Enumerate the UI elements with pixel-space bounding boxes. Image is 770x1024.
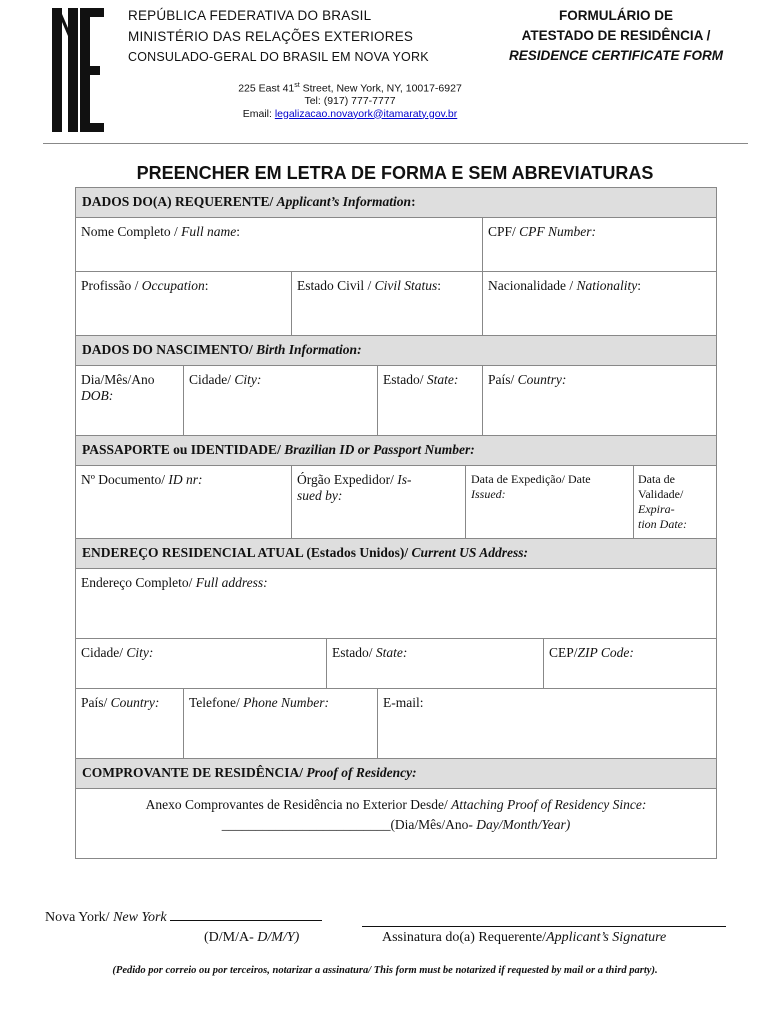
email-line: Email: legalizacao.novayork@itamaraty.gov.br	[242, 107, 458, 120]
header-divider	[43, 143, 748, 144]
nationality-field[interactable]: Nacionalidade / Nationality:	[483, 272, 717, 336]
date-label: (D/M/A- D/M/Y)	[204, 930, 300, 945]
residence-form	[75, 187, 717, 859]
form-title-line3: RESIDENCE CERTIFICATE FORM	[508, 48, 723, 63]
issue-date-field[interactable]: Data de Expedição/ Date Issued:	[466, 466, 634, 539]
phone-number: Tel: (917) 777-7777	[304, 95, 396, 107]
street-address: 225 East 41st Street, New York, NY, 10017-6927	[238, 82, 462, 95]
notarization-note: (Pedido por correio ou por terceiros, notarizar a assinatura/ This form must be notarized if requested by mail or a third party).	[112, 965, 658, 976]
occupation-field[interactable]: Profissão / Occupation:	[76, 272, 292, 336]
email-link[interactable]: legalizacao.novayork@itamaraty.gov.br	[274, 107, 458, 120]
signature-label: Assinatura do(a) Requerente/Applicant’s Signature	[382, 930, 667, 945]
consulate-name: CONSULADO-GERAL DO BRASIL EM NOVA YORK	[128, 50, 429, 64]
consulate-logo	[50, 8, 106, 132]
republic-name: REPÚBLICA FEDERATIVA DO BRASIL	[128, 8, 372, 23]
section-passport: PASSAPORTE ou IDENTIDADE/ Brazilian ID or Passport Number:	[76, 436, 717, 466]
cpf-field[interactable]: CPF/ CPF Number:	[483, 218, 717, 272]
signature-line[interactable]	[362, 910, 726, 932]
dob-field[interactable]: Dia/Mês/Ano DOB:	[76, 366, 184, 436]
address-state-field[interactable]: Estado/ State:	[327, 639, 544, 689]
full-address-field[interactable]: Endereço Completo/ Full address:	[76, 569, 717, 639]
consulate-address	[150, 80, 550, 120]
form-title-line2: ATESTADO DE RESIDÊNCIA /	[521, 28, 711, 43]
section-birth: DADOS DO NASCIMENTO/ Birth Information:	[76, 336, 717, 366]
expiry-date-field[interactable]: Data de Validade/ Expira- tion Date:	[634, 466, 717, 539]
address-city-field[interactable]: Cidade/ City:	[76, 639, 327, 689]
phone-field[interactable]: Telefone/ Phone Number:	[184, 689, 378, 759]
proof-line1: Anexo Comprovantes de Residência no Exterior Desde/ Attaching Proof of Residency Since:	[145, 797, 647, 812]
page-title: PREENCHER EM LETRA DE FORMA E SEM ABREVIATURAS	[136, 163, 654, 183]
birth-country-field[interactable]: País/ Country:	[483, 366, 717, 436]
section-address: ENDEREÇO RESIDENCIAL ATUAL (Estados Unidos)/ Current US Address:	[76, 539, 717, 569]
full-name-field[interactable]: Nome Completo / Full name:	[76, 218, 483, 272]
email-field[interactable]: E-mail:	[378, 689, 717, 759]
ministry-name: MINISTÉRIO DAS RELAÇÕES EXTERIORES	[128, 29, 414, 44]
proof-since-field[interactable]	[76, 789, 717, 859]
document-number-field[interactable]: Nº Documento/ ID nr:	[76, 466, 292, 539]
proof-line2: _________________________(Dia/Mês/Ano- Day/Month/Year)	[221, 817, 571, 832]
zip-code-field[interactable]: CEP/ZIP Code:	[544, 639, 717, 689]
form-title-block	[488, 6, 744, 66]
birth-city-field[interactable]: Cidade/ City:	[184, 366, 378, 436]
address-country-field[interactable]: País/ Country:	[76, 689, 184, 759]
issuer-header	[128, 5, 429, 68]
civil-status-field[interactable]: Estado Civil / Civil Status:	[292, 272, 483, 336]
section-applicant: DADOS DO(A) REQUERENTE/ Applicant’s Information:	[76, 188, 717, 218]
section-proof: COMPROVANTE DE RESIDÊNCIA/ Proof of Residency:	[76, 759, 717, 789]
birth-state-field[interactable]: Estado/ State:	[378, 366, 483, 436]
signature-city-date: Nova York/ New York	[45, 910, 322, 926]
form-title-line1: FORMULÁRIO DE	[559, 8, 673, 23]
issuer-field[interactable]: Órgão Expedidor/ Is- sued by:	[292, 466, 466, 539]
date-line[interactable]	[170, 920, 322, 921]
